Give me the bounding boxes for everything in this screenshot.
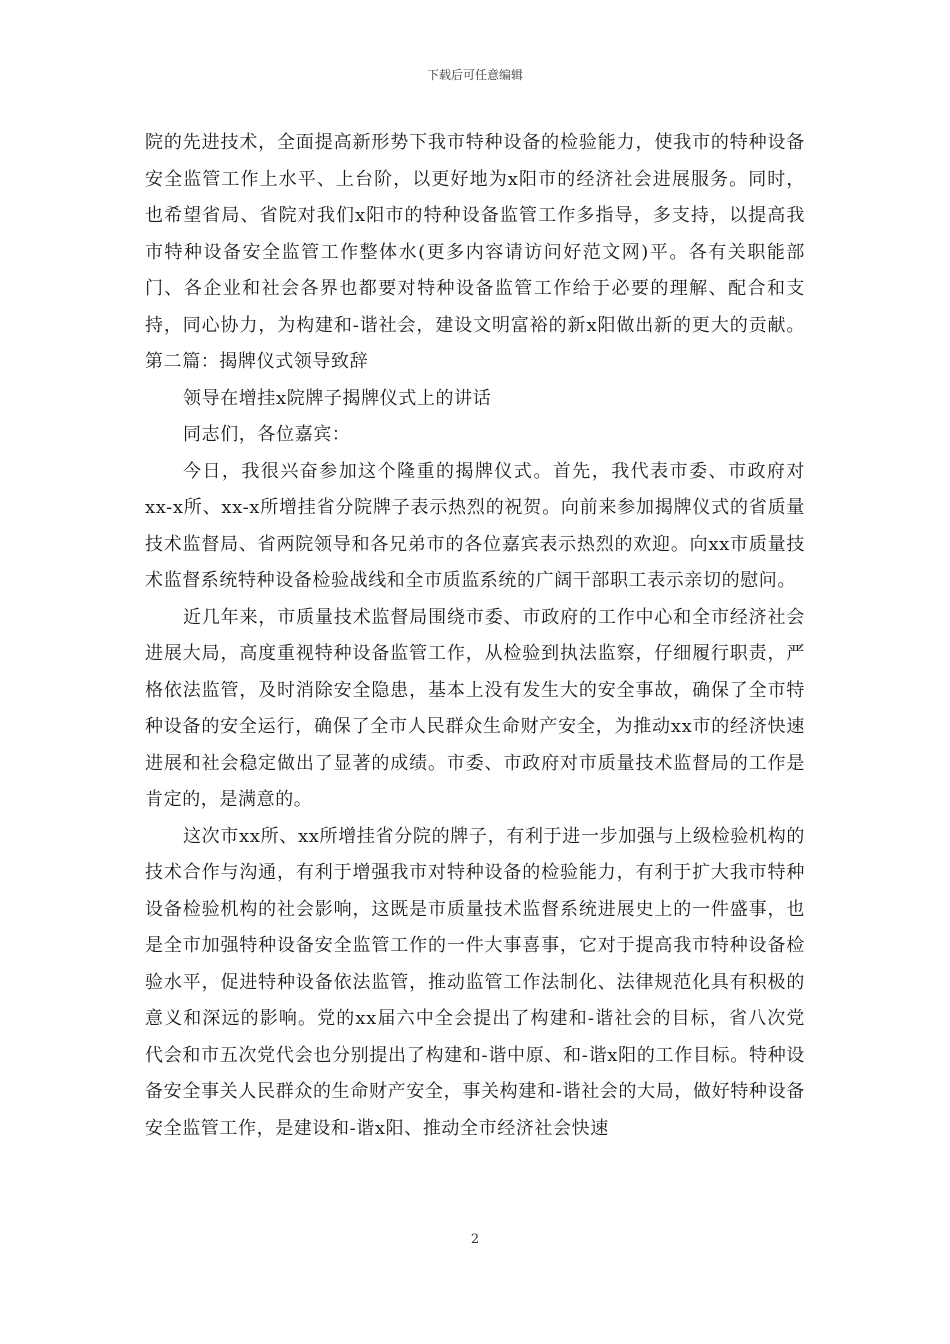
paragraph: 这次市xx所、xx所增挂省分院的牌子，有利于进一步加强与上级检验机构的技术合作与沟通，有利于增强我市对特种设备的检验能力，有利于扩大我市特种设备检验机构的社会影响，这既是市质量技术监督系统进展史上的一件盛事，也是全市加强特种设备安全监管工作的一件大事喜事，它对于提高我市特种设备检验水平，促进特种设备依法监管，推动监管工作法制化、法律规范化具有积极的意义和深远的影响。党的xx届六中全会提出了构建和-谐社会的目标，省八次党代会和市五次党代会也分别提出了构建和-谐中原、和-谐x阳的工作目标。特种设备安全事关人民群众的生命财产安全，事关构建和-谐社会的大局，做好特种设备安全监管工作，是建设和-谐x阳、推动全市经济社会快速 <box>145 825 805 1139</box>
paragraph: 今日，我很兴奋参加这个隆重的揭牌仪式。首先，我代表市委、市政府对xx-x所、xx-x所增挂省分院牌子表示热烈的祝贺。向前来参加揭牌仪式的省质量技术监督局、省两院领导和各兄弟市的各位嘉宾表示热烈的欢迎。向xx市质量技术监督系统特种设备检验战线和全市质监系统的广阔干部职工表示亲切的慰问。 <box>145 460 805 591</box>
document-body <box>145 125 805 1147</box>
speech-title: 领导在增挂x院牌子揭牌仪式上的讲话 <box>183 387 492 409</box>
page-number: 2 <box>470 1232 480 1247</box>
salutation: 同志们，各位嘉宾： <box>183 424 351 445</box>
paragraph: 院的先进技术，全面提高新形势下我市特种设备的检验能力，使我市的特种设备安全监管工作上水平、上台阶，以更好地为x阳市的经济社会进展服务。同时，也希望省局、省院对我们x阳市的特种设备监管工作多指导，多支持，以提高我市特种设备安全监管工作整体水(更多内容请访问好范文网)平。各有关职能部门、各企业和社会各界也都要对特种设备监管工作给于必要的理解、配合和支持，同心协力，为构建和-谐社会，建设文明富裕的新x阳做出新的更大的贡献。第二篇：揭牌仪式领导致辞 <box>145 132 805 372</box>
paragraph: 近几年来，市质量技术监督局围绕市委、市政府的工作中心和全市经济社会进展大局，高度重视特种设备监管工作，从检验到执法监察，仔细履行职责，严格依法监管，及时消除安全隐患，基本上没有发生大的安全事故，确保了全市特种设备的安全运行，确保了全市人民群众生命财产安全，为推动xx市的经济快速进展和社会稳定做出了显著的成绩。市委、市政府对市质量技术监督局的工作是肯定的，是满意的。 <box>145 606 805 810</box>
page-header: 下载后可任意编辑 <box>426 68 523 82</box>
